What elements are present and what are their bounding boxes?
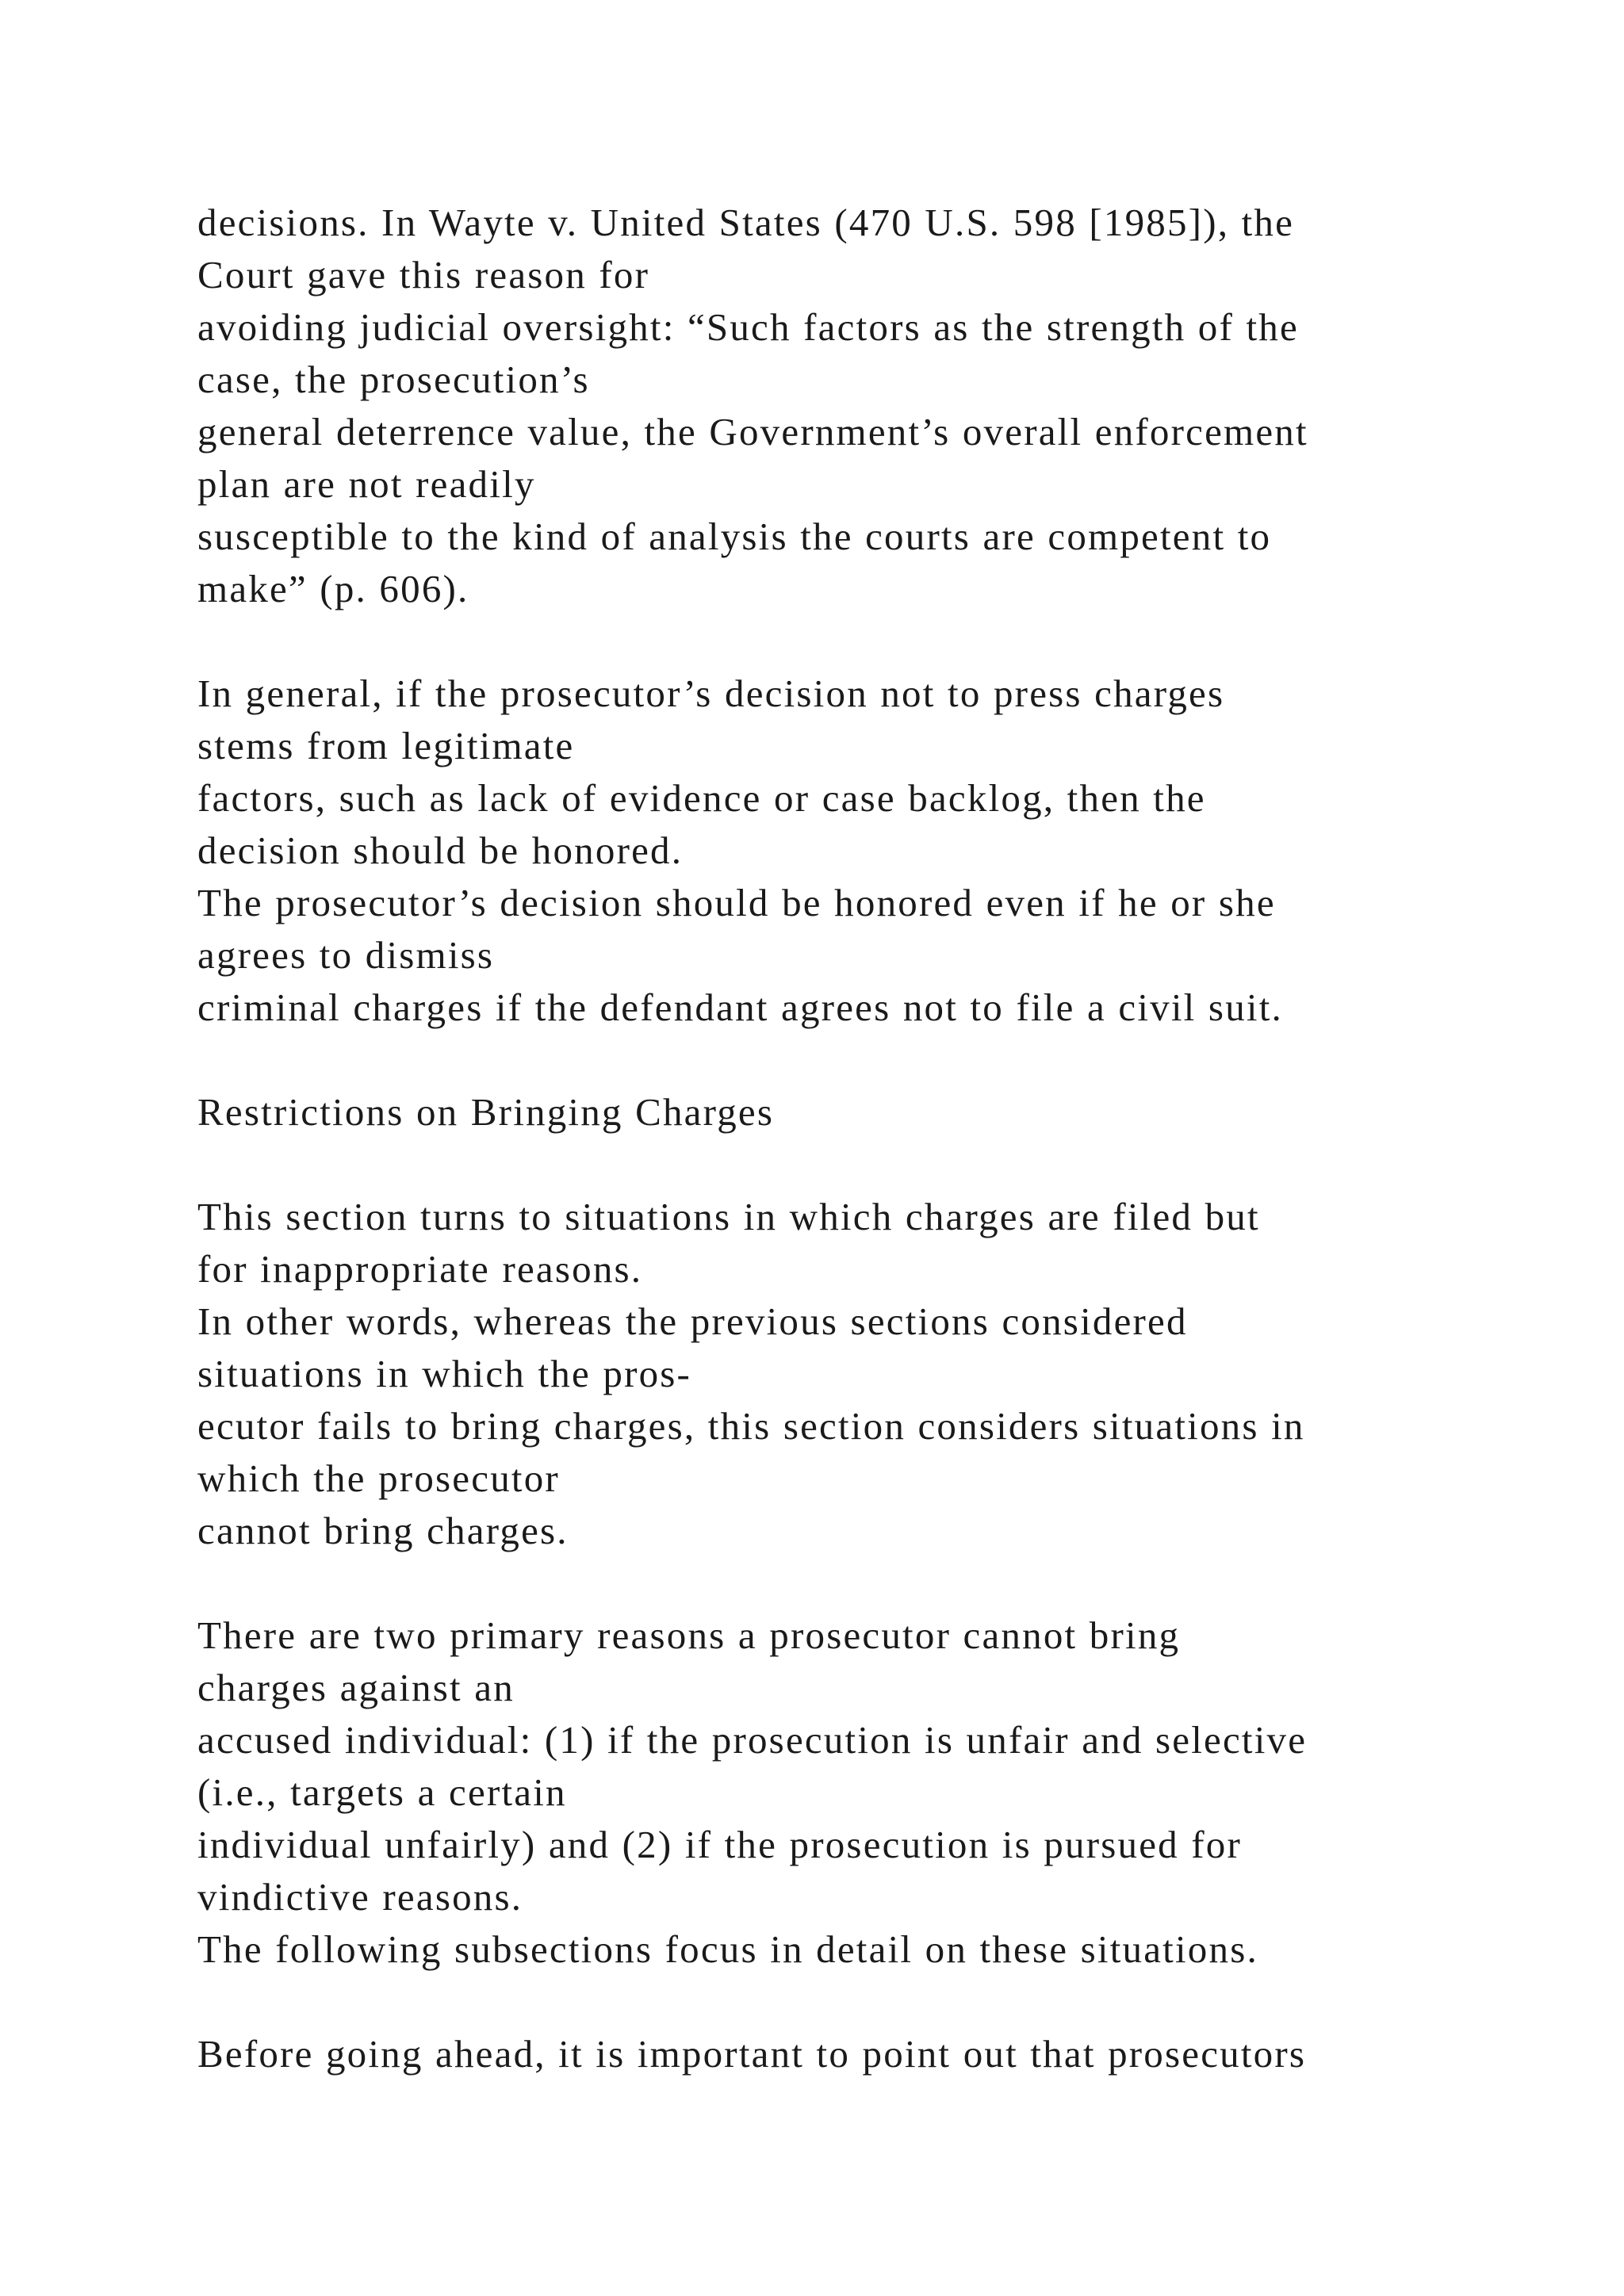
text-line: Before going ahead, it is important to point out that prosecutors (197, 2032, 1307, 2076)
text-line: case, the prosecution’s (197, 358, 590, 401)
paragraph (197, 2028, 1514, 2080)
text-line: situations in which the pros- (197, 1352, 692, 1395)
paragraph (197, 1191, 1514, 1557)
section-heading (197, 1086, 1514, 1138)
text-line: charges against an (197, 1666, 515, 1709)
text-line: criminal charges if the defendant agrees not to file a civil suit. (197, 985, 1283, 1029)
text-line: In other words, whereas the previous sections considered (197, 1299, 1188, 1343)
text-line: decision should be honored. (197, 828, 684, 872)
text-line: stems from legitimate (197, 724, 575, 767)
paragraph-gap (197, 615, 1514, 668)
text-line: (i.e., targets a certain (197, 1770, 567, 1814)
text-line: vindictive reasons. (197, 1875, 523, 1919)
text-line: make” (p. 606). (197, 567, 469, 610)
text-line: avoiding judicial oversight: “Such factors as the strength of the (197, 305, 1299, 349)
heading-text: Restrictions on Bringing Charges (197, 1090, 775, 1134)
document-body (197, 197, 1514, 2080)
text-line: cannot bring charges. (197, 1509, 569, 1552)
text-line: In general, if the prosecutor’s decision not to press charges (197, 672, 1225, 715)
paragraph (197, 197, 1514, 615)
text-line: for inappropriate reasons. (197, 1247, 643, 1291)
text-line: The following subsections focus in detail on these situations. (197, 1927, 1258, 1971)
text-line: There are two primary reasons a prosecutor cannot bring (197, 1613, 1181, 1657)
text-line: decisions. In Wayte v. United States (470 U.S. 598 [1985]), the (197, 201, 1295, 244)
text-line: which the prosecutor (197, 1456, 560, 1500)
text-line: This section turns to situations in which charges are filed but (197, 1195, 1260, 1238)
paragraph (197, 668, 1514, 1034)
text-line: agrees to dismiss (197, 933, 495, 977)
paragraph-gap (197, 1976, 1514, 2028)
text-line: plan are not readily (197, 462, 536, 506)
text-line: Court gave this reason for (197, 253, 650, 297)
text-line: ecutor fails to bring charges, this section considers situations in (197, 1404, 1305, 1448)
text-line: susceptible to the kind of analysis the courts are competent to (197, 515, 1272, 558)
text-line: factors, such as lack of evidence or case backlog, then the (197, 776, 1206, 820)
text-line: individual unfairly) and (2) if the prosecution is pursued for (197, 1823, 1243, 1866)
paragraph-gap (197, 1034, 1514, 1086)
text-line: accused individual: (1) if the prosecution is unfair and selective (197, 1718, 1308, 1762)
paragraph (197, 1609, 1514, 1976)
paragraph-gap (197, 1138, 1514, 1191)
text-line: general deterrence value, the Government’s overall enforcement (197, 410, 1308, 453)
paragraph-gap (197, 1557, 1514, 1609)
text-line: The prosecutor’s decision should be honored even if he or she (197, 881, 1276, 924)
